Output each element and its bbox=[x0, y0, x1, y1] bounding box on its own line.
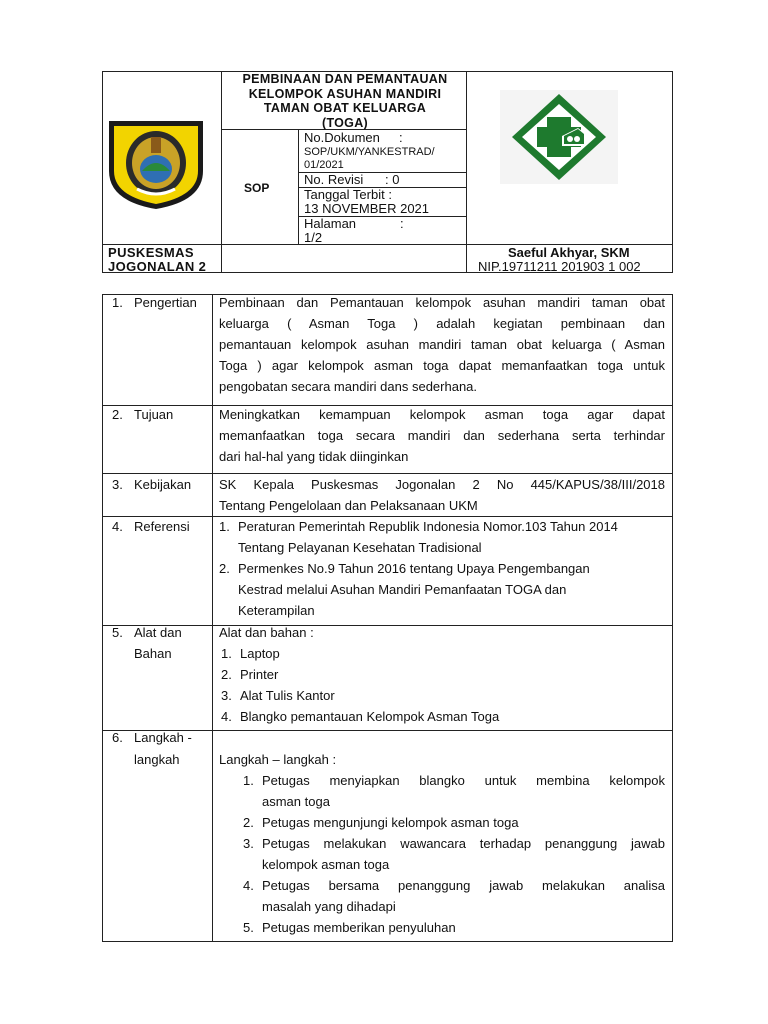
signer-nip: NIP.19711211 201903 1 002 bbox=[478, 259, 641, 274]
list-item: Peraturan Pemerintah Republik Indonesia Nomor.103 Tahun 2014 bbox=[238, 519, 618, 534]
list-item: Petugas menyiapkan blangko untuk membina kelompok bbox=[262, 773, 665, 788]
list-number: 2. bbox=[243, 815, 254, 830]
list-item: Kestrad melalui Asuhan Mandiri Pemanfaatan TOGA dan bbox=[238, 582, 567, 597]
no-dokumen-colon: : bbox=[399, 130, 403, 145]
document-title: PEMBINAAN DAN PEMANTAUAN KELOMPOK ASUHAN MANDIRI TAMAN OBAT KELUARGA (TOGA) bbox=[242, 72, 448, 130]
signer-name: Saeful Akhyar, SKM bbox=[508, 245, 630, 260]
no-revisi-label: No. Revisi bbox=[304, 172, 364, 187]
section-number: 5. bbox=[112, 625, 123, 640]
list-item: kelompok asman toga bbox=[262, 857, 390, 872]
body-text-line: keluarga ( Asman Toga ) adalah kegiatan pembinaan dan bbox=[219, 316, 665, 331]
body-text-line: memanfaatkan toga secara mandiri dan sederhana serta terhindar bbox=[219, 428, 665, 443]
list-item: Blangko pemantauan Kelompok Asman Toga bbox=[240, 709, 500, 724]
sop-label: SOP bbox=[244, 181, 270, 195]
halaman-colon: : bbox=[400, 216, 404, 231]
body-text-line: pengobatan secara mandiri dans sederhana. bbox=[219, 379, 478, 394]
list-item: Keterampilan bbox=[238, 603, 315, 618]
list-item: Petugas mengunjungi kelompok asman toga bbox=[262, 815, 519, 830]
no-revisi-value: : 0 bbox=[385, 172, 400, 187]
section-label: langkah bbox=[134, 752, 180, 767]
list-item: Printer bbox=[240, 667, 279, 682]
body-text-line: Pembinaan dan Pemantauan kelompok asuhan mandiri taman obat bbox=[219, 295, 665, 310]
list-number: 4. bbox=[243, 878, 254, 893]
section-label: Bahan bbox=[134, 646, 172, 661]
section-label: Alat dan bbox=[134, 625, 182, 640]
section-label: Pengertian bbox=[134, 295, 197, 310]
section-label: Kebijakan bbox=[134, 477, 192, 492]
list-number: 2. bbox=[219, 561, 230, 576]
list-item: Tentang Pelayanan Kesehatan Tradisional bbox=[238, 540, 482, 555]
list-number: 3. bbox=[243, 836, 254, 851]
section-label: Referensi bbox=[134, 519, 190, 534]
section-label: Tujuan bbox=[134, 407, 174, 422]
regency-emblem-icon bbox=[107, 119, 205, 211]
body-text-line: Toga ) agar kelompok asman toga dapat memanfaatkan toga untuk bbox=[219, 358, 665, 373]
halaman-value: 1/2 bbox=[304, 230, 323, 245]
list-item: Petugas memberikan penyuluhan bbox=[262, 920, 456, 935]
list-item: Petugas bersama penanggung jawab melakukan analisa bbox=[262, 878, 665, 893]
list-intro: Langkah – langkah : bbox=[219, 752, 337, 767]
list-item: asman toga bbox=[262, 794, 330, 809]
list-number: 1. bbox=[219, 519, 230, 534]
section-number: 2. bbox=[112, 407, 123, 422]
list-number: 5. bbox=[243, 920, 254, 935]
list-item: Petugas melakukan wawancara terhadap penanggung jawab bbox=[262, 836, 665, 851]
list-item: Alat Tulis Kantor bbox=[240, 688, 335, 703]
body-text-line: SK Kepala Puskesmas Jogonalan 2 No 445/KAPUS/38/III/2018 bbox=[219, 477, 665, 492]
puskesmas-name: PUSKESMAS bbox=[108, 245, 194, 260]
list-item: Permenkes No.9 Tahun 2016 tentang Upaya Pengembangan bbox=[238, 561, 590, 576]
puskesmas-name-2: JOGONALAN 2 bbox=[108, 259, 207, 274]
list-number: 1. bbox=[243, 773, 254, 788]
section-label: Langkah - bbox=[134, 730, 192, 745]
section-number: 4. bbox=[112, 519, 123, 534]
section-number: 3. bbox=[112, 477, 123, 492]
halaman-label: Halaman bbox=[304, 216, 357, 231]
list-number: 4. bbox=[221, 709, 232, 724]
body-text-line: Tentang Pengelolaan dan Pelaksanaan UKM bbox=[219, 498, 478, 513]
no-dokumen-value: SOP/UKM/YANKESTRAD/ bbox=[304, 146, 435, 158]
no-dokumen-value-2: 01/2021 bbox=[304, 159, 344, 171]
tanggal-terbit-label: Tanggal Terbit : bbox=[304, 187, 392, 202]
section-number: 6. bbox=[112, 730, 123, 745]
body-text-line: pemantauan kelompok asuhan mandiri taman obat keluarga ( Asman bbox=[219, 337, 665, 352]
list-number: 1. bbox=[221, 646, 232, 661]
tanggal-terbit-value: 13 NOVEMBER 2021 bbox=[304, 201, 430, 216]
list-number: 2. bbox=[221, 667, 232, 682]
body-text-line: dari hal-hal yang tidak diinginkan bbox=[219, 449, 409, 464]
body-text-line: Meningkatkan kemampuan kelompok asman toga agar dapat bbox=[219, 407, 665, 422]
list-item: Laptop bbox=[240, 646, 280, 661]
list-number: 3. bbox=[221, 688, 232, 703]
list-intro: Alat dan bahan : bbox=[219, 625, 314, 640]
section-number: 1. bbox=[112, 295, 123, 310]
list-item: masalah yang dihadapi bbox=[262, 899, 396, 914]
puskesmas-cross-icon bbox=[500, 90, 618, 184]
no-dokumen-label: No.Dokumen bbox=[304, 130, 380, 145]
